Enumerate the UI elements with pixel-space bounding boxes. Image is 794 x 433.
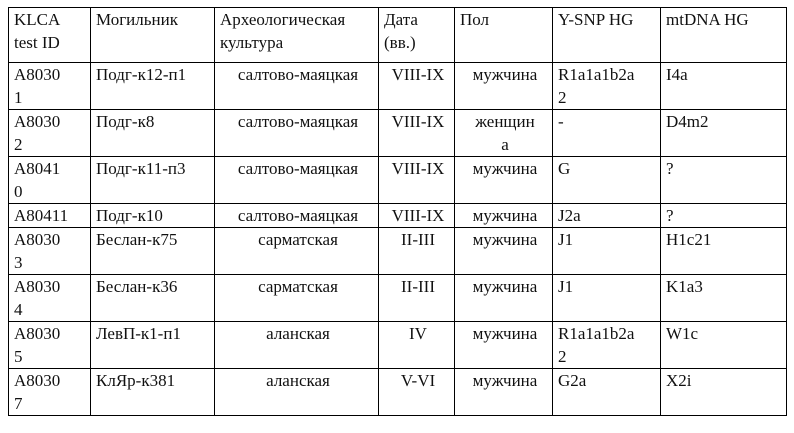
cell-sex: мужчина bbox=[455, 204, 553, 228]
cell-burial-site: Подг-к12-п1 bbox=[91, 63, 215, 110]
cell-date: II-III bbox=[379, 275, 455, 322]
header-y-snp: Y-SNP HG bbox=[553, 8, 661, 63]
cell-culture: салтово-маяцкая bbox=[215, 204, 379, 228]
cell-culture: аланская bbox=[215, 322, 379, 369]
cell-date: V-VI bbox=[379, 369, 455, 416]
cell-culture: салтово-маяцкая bbox=[215, 157, 379, 204]
cell-mtdna: I4a bbox=[661, 63, 787, 110]
cell-culture: салтово-маяцкая bbox=[215, 110, 379, 157]
cell-test-id: А8030 7 bbox=[9, 369, 91, 416]
cell-y-snp: G2a bbox=[553, 369, 661, 416]
cell-test-id: А8041 0 bbox=[9, 157, 91, 204]
cell-culture: сарматская bbox=[215, 228, 379, 275]
cell-sex: женщин а bbox=[455, 110, 553, 157]
cell-test-id: А8030 3 bbox=[9, 228, 91, 275]
cell-culture: сарматская bbox=[215, 275, 379, 322]
cell-y-snp: J1 bbox=[553, 275, 661, 322]
cell-test-id: А8030 2 bbox=[9, 110, 91, 157]
cell-y-snp: G bbox=[553, 157, 661, 204]
cell-sex: мужчина bbox=[455, 63, 553, 110]
header-culture: Археологическая культура bbox=[215, 8, 379, 63]
cell-date: VIII-IX bbox=[379, 63, 455, 110]
table-row bbox=[9, 110, 787, 157]
header-test-id: KLCA test ID bbox=[9, 8, 91, 63]
cell-sex: мужчина bbox=[455, 228, 553, 275]
cell-test-id: А8030 1 bbox=[9, 63, 91, 110]
header-mtdna: mtDNA HG bbox=[661, 8, 787, 63]
cell-date: II-III bbox=[379, 228, 455, 275]
table-row bbox=[9, 204, 787, 228]
cell-burial-site: Беслан-к75 bbox=[91, 228, 215, 275]
table-row bbox=[9, 275, 787, 322]
cell-burial-site: КлЯр-к381 bbox=[91, 369, 215, 416]
cell-y-snp: R1a1a1b2a 2 bbox=[553, 322, 661, 369]
cell-y-snp: J2a bbox=[553, 204, 661, 228]
header-date: Дата (вв.) bbox=[379, 8, 455, 63]
cell-burial-site: ЛевП-к1-п1 bbox=[91, 322, 215, 369]
header-burial-site: Могильник bbox=[91, 8, 215, 63]
cell-burial-site: Подг-к10 bbox=[91, 204, 215, 228]
cell-mtdna: ? bbox=[661, 204, 787, 228]
cell-date: IV bbox=[379, 322, 455, 369]
cell-culture: салтово-маяцкая bbox=[215, 63, 379, 110]
cell-test-id: А8030 4 bbox=[9, 275, 91, 322]
cell-mtdna: H1c21 bbox=[661, 228, 787, 275]
cell-mtdna: W1c bbox=[661, 322, 787, 369]
cell-sex: мужчина bbox=[455, 322, 553, 369]
table-row bbox=[9, 322, 787, 369]
cell-test-id: А80411 bbox=[9, 204, 91, 228]
header-row bbox=[9, 8, 787, 63]
cell-burial-site: Подг-к8 bbox=[91, 110, 215, 157]
cell-y-snp: - bbox=[553, 110, 661, 157]
cell-mtdna: D4m2 bbox=[661, 110, 787, 157]
cell-burial-site: Беслан-к36 bbox=[91, 275, 215, 322]
table-row bbox=[9, 63, 787, 110]
cell-date: VIII-IX bbox=[379, 157, 455, 204]
results-table bbox=[8, 7, 787, 416]
cell-culture: аланская bbox=[215, 369, 379, 416]
cell-burial-site: Подг-к11-п3 bbox=[91, 157, 215, 204]
cell-sex: мужчина bbox=[455, 369, 553, 416]
cell-test-id: А8030 5 bbox=[9, 322, 91, 369]
cell-sex: мужчина bbox=[455, 157, 553, 204]
cell-y-snp: J1 bbox=[553, 228, 661, 275]
header-sex: Пол bbox=[455, 8, 553, 63]
table-row bbox=[9, 157, 787, 204]
cell-mtdna: X2i bbox=[661, 369, 787, 416]
cell-date: VIII-IX bbox=[379, 110, 455, 157]
cell-mtdna: K1a3 bbox=[661, 275, 787, 322]
table-row bbox=[9, 228, 787, 275]
cell-sex: мужчина bbox=[455, 275, 553, 322]
cell-date: VIII-IX bbox=[379, 204, 455, 228]
cell-y-snp: R1a1a1b2a 2 bbox=[553, 63, 661, 110]
cell-mtdna: ? bbox=[661, 157, 787, 204]
table-row bbox=[9, 369, 787, 416]
